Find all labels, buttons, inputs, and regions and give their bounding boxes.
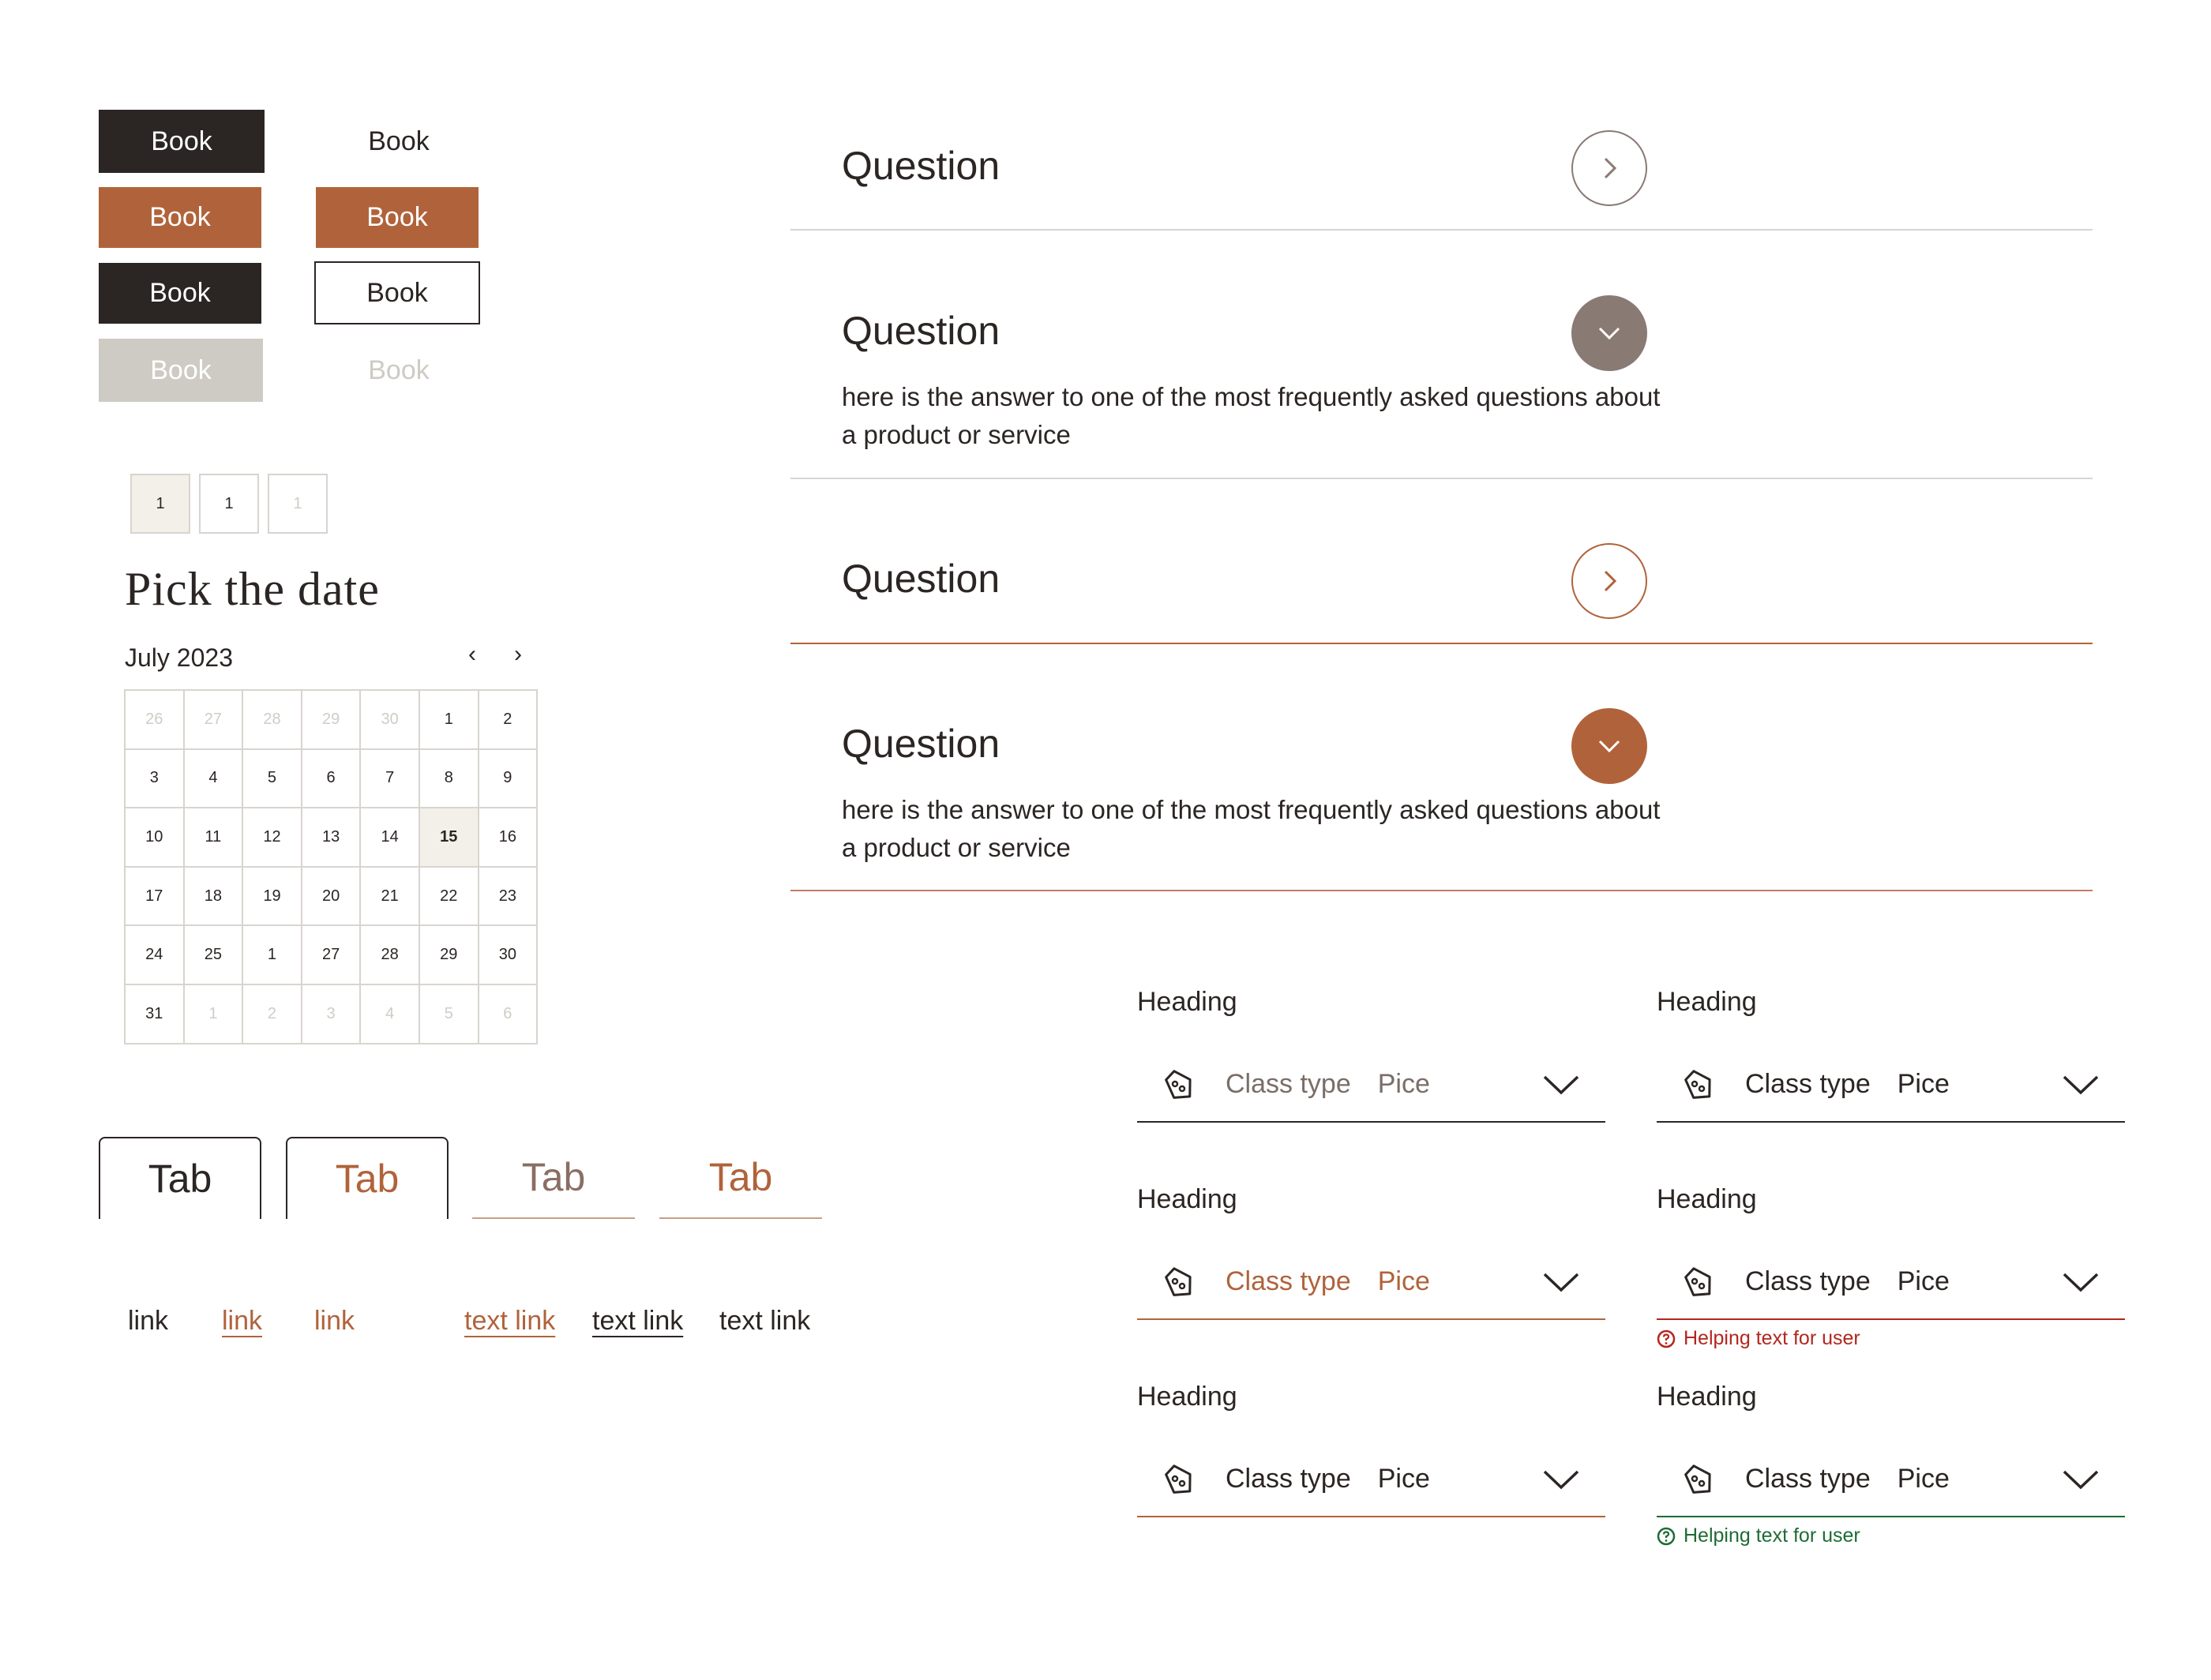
book-button-ghost[interactable]: Book	[368, 126, 430, 156]
field-heading: Heading	[1657, 1184, 1757, 1214]
field-label: Class type	[1745, 1069, 1871, 1099]
calendar-day[interactable]: 29	[420, 926, 479, 985]
tab-inactive-copper[interactable]: Tab	[659, 1137, 822, 1219]
class-type-select-success[interactable]	[1657, 1442, 2125, 1517]
calendar-grid	[124, 689, 538, 1044]
calendar-day[interactable]: 28	[361, 926, 420, 985]
calendar-day[interactable]: 16	[479, 808, 539, 868]
link-default[interactable]: link	[128, 1306, 169, 1336]
field-heading: Heading	[1137, 1382, 1237, 1412]
tab-active-dark[interactable]: Tab	[99, 1137, 261, 1219]
field-value: Pice	[1377, 1464, 1430, 1494]
calendar-day: 3	[302, 985, 362, 1044]
calendar-day: 28	[243, 691, 302, 750]
field-value: Pice	[1377, 1069, 1430, 1099]
chevron-right-icon[interactable]: ›	[514, 641, 522, 667]
calendar-title: Pick the date	[125, 563, 380, 615]
chevron-down-icon	[1593, 317, 1625, 349]
faq-question[interactable]: Question	[842, 557, 1000, 601]
ticket-icon	[1161, 1461, 1197, 1498]
chevron-down-icon	[2062, 1074, 2100, 1096]
field-help-success	[1657, 1524, 1860, 1547]
calendar-day[interactable]: 7	[361, 750, 420, 809]
calendar-day[interactable]: 19	[243, 868, 302, 927]
field-label: Class type	[1226, 1266, 1351, 1296]
field-value: Pice	[1377, 1266, 1430, 1296]
calendar-day: 26	[126, 691, 185, 750]
calendar-month: July 2023	[125, 643, 233, 672]
faq-collapse-button[interactable]	[1571, 708, 1647, 784]
link-copper[interactable]: link	[314, 1306, 355, 1336]
calendar-day[interactable]: 17	[126, 868, 185, 927]
book-button-disabled: Book	[99, 339, 263, 402]
pagination-item-active[interactable]: 1	[130, 474, 190, 534]
faq-expand-button[interactable]	[1571, 543, 1647, 619]
faq-divider	[790, 229, 2093, 231]
faq-expand-button[interactable]	[1571, 130, 1647, 206]
calendar-day[interactable]: 1	[243, 926, 302, 985]
calendar-day[interactable]: 6	[302, 750, 362, 809]
calendar-day[interactable]: 1	[420, 691, 479, 750]
field-label: Class type	[1226, 1464, 1351, 1494]
field-value: Pice	[1897, 1464, 1950, 1494]
faq-divider	[790, 478, 2093, 479]
help-circle-icon	[1657, 1329, 1676, 1348]
field-value: Pice	[1897, 1069, 1950, 1099]
book-button-dark-primary[interactable]: Book	[99, 110, 265, 173]
chevron-down-icon	[1542, 1074, 1580, 1096]
tab-active-copper[interactable]: Tab	[286, 1137, 449, 1219]
calendar-day[interactable]: 10	[126, 808, 185, 868]
chevron-left-icon[interactable]: ‹	[468, 641, 476, 667]
calendar-day[interactable]: 25	[185, 926, 244, 985]
class-type-select[interactable]	[1137, 1048, 1605, 1123]
calendar-day[interactable]: 12	[243, 808, 302, 868]
field-heading: Heading	[1137, 987, 1237, 1017]
link-copper-underlined[interactable]: link	[222, 1306, 263, 1336]
field-help-error	[1657, 1327, 1860, 1350]
calendar-day[interactable]: 22	[420, 868, 479, 927]
ticket-icon	[1680, 1067, 1717, 1103]
faq-question[interactable]: Question	[842, 722, 1000, 766]
chevron-down-icon	[2062, 1468, 2100, 1491]
book-button-outline[interactable]: Book	[314, 261, 480, 324]
book-button-copper-hover[interactable]: Book	[316, 187, 479, 248]
chevron-down-icon	[1542, 1468, 1580, 1491]
pagination-item-disabled: 1	[268, 474, 328, 534]
calendar-day: 6	[479, 985, 539, 1044]
class-type-select[interactable]	[1657, 1048, 2125, 1123]
calendar-day[interactable]: 8	[420, 750, 479, 809]
faq-question[interactable]: Question	[842, 309, 1000, 353]
calendar-day: 5	[420, 985, 479, 1044]
class-type-select-filled[interactable]	[1137, 1442, 1605, 1517]
calendar-day[interactable]: 11	[185, 808, 244, 868]
calendar-day[interactable]: 20	[302, 868, 362, 927]
calendar-day: 1	[185, 985, 244, 1044]
ticket-icon	[1161, 1067, 1197, 1103]
calendar-day[interactable]: 30	[479, 926, 539, 985]
calendar-day[interactable]: 4	[185, 750, 244, 809]
text-link-dark[interactable]: text link	[592, 1306, 684, 1336]
field-heading: Heading	[1657, 987, 1757, 1017]
calendar-day[interactable]: 3	[126, 750, 185, 809]
book-button-disabled-ghost: Book	[368, 354, 430, 385]
chevron-right-icon	[1595, 154, 1624, 182]
faq-answer: here is the answer to one of the most frequently asked questions about a product or service	[842, 795, 1661, 862]
chevron-down-icon	[2062, 1271, 2100, 1293]
calendar-day[interactable]: 21	[361, 868, 420, 927]
text-link-plain[interactable]: text link	[719, 1306, 811, 1336]
calendar-day: 4	[361, 985, 420, 1044]
ticket-icon	[1680, 1264, 1717, 1300]
book-button-copper[interactable]: Book	[99, 187, 261, 248]
field-value: Pice	[1897, 1266, 1950, 1296]
field-heading: Heading	[1137, 1184, 1237, 1214]
calendar-day[interactable]: 27	[302, 926, 362, 985]
chevron-down-icon	[1542, 1271, 1580, 1293]
field-label: Class type	[1226, 1069, 1351, 1099]
ticket-icon	[1161, 1264, 1197, 1300]
help-circle-icon	[1657, 1527, 1676, 1546]
class-type-select-error[interactable]	[1657, 1245, 2125, 1320]
tab-inactive-mocha[interactable]: Tab	[472, 1137, 635, 1219]
calendar-day[interactable]: 2	[479, 691, 539, 750]
calendar-day-selected[interactable]: 15	[420, 808, 479, 868]
field-label: Class type	[1745, 1464, 1871, 1494]
chevron-right-icon	[1595, 567, 1624, 595]
chevron-down-icon	[1593, 730, 1625, 762]
calendar-day: 27	[185, 691, 244, 750]
faq-answer: here is the answer to one of the most frequently asked questions about a product or service	[842, 382, 1661, 449]
calendar-day: 30	[361, 691, 420, 750]
field-help-text: Helping text for user	[1684, 1524, 1860, 1547]
pagination-item[interactable]: 1	[199, 474, 259, 534]
calendar-day[interactable]: 24	[126, 926, 185, 985]
calendar-day[interactable]: 14	[361, 808, 420, 868]
calendar-day: 2	[243, 985, 302, 1044]
field-help-text: Helping text for user	[1684, 1327, 1860, 1349]
calendar-day[interactable]: 18	[185, 868, 244, 927]
faq-divider	[790, 890, 2093, 891]
ticket-icon	[1680, 1461, 1717, 1498]
calendar-day[interactable]: 5	[243, 750, 302, 809]
book-button-dark-pressed[interactable]: Book	[99, 263, 261, 324]
text-link-copper[interactable]: text link	[464, 1306, 556, 1336]
calendar-day: 29	[302, 691, 362, 750]
field-heading: Heading	[1657, 1382, 1757, 1412]
faq-divider	[790, 643, 2093, 644]
calendar-day[interactable]: 13	[302, 808, 362, 868]
calendar-day[interactable]: 23	[479, 868, 539, 927]
field-label: Class type	[1745, 1266, 1871, 1296]
calendar-day[interactable]: 9	[479, 750, 539, 809]
faq-question[interactable]: Question	[842, 144, 1000, 188]
faq-collapse-button[interactable]	[1571, 295, 1647, 371]
calendar-day[interactable]: 31	[126, 985, 185, 1044]
class-type-select-focused[interactable]	[1137, 1245, 1605, 1320]
